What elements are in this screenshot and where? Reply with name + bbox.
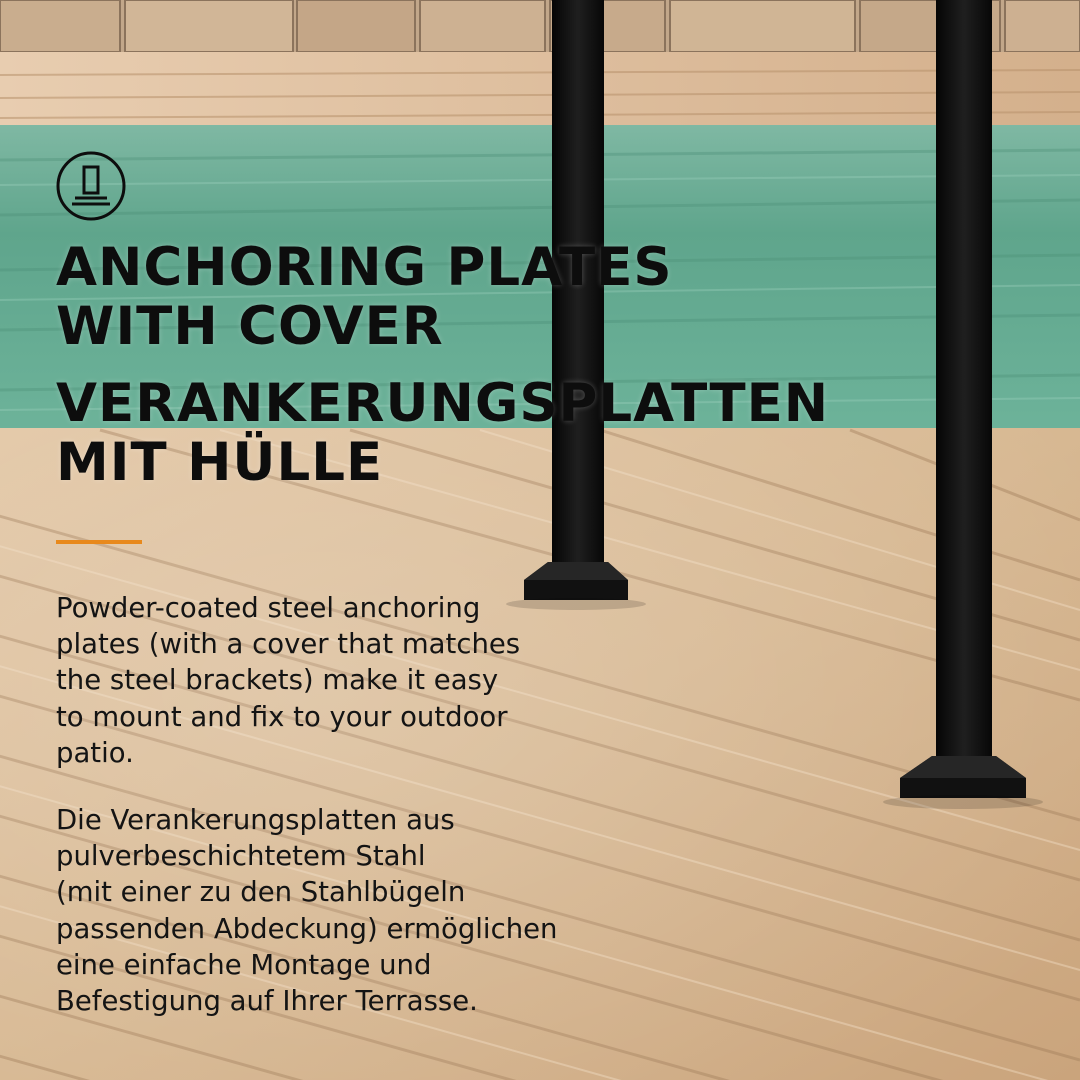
paragraph-german-line: eine einfache Montage und <box>56 948 432 981</box>
paragraph-german <box>56 802 557 1019</box>
paragraph-english <box>56 590 520 771</box>
accent-divider <box>56 540 142 544</box>
heading-german <box>56 374 829 492</box>
paragraph-english-line: Powder-coated steel anchoring <box>56 592 481 624</box>
paragraph-english-line: the steel brackets) make it easy <box>56 664 499 697</box>
paragraph-german-line: pulverbeschichtetem Stahl <box>56 840 426 873</box>
paragraph-german-line: (mit einer zu den Stahlbügeln <box>56 876 466 909</box>
heading-english-line-2: WITH COVER <box>56 296 444 357</box>
anchor-plate-icon <box>55 150 127 222</box>
paragraph-english-line: plates (with a cover that matches <box>56 628 521 661</box>
heading-german-line-1: VERANKERUNGSPLATTEN <box>56 373 830 434</box>
heading-english <box>56 238 673 356</box>
heading-german-line-2: MIT HÜLLE <box>56 432 384 493</box>
heading-english-line-1: ANCHORING PLATES <box>56 237 673 298</box>
paragraph-german-line: Die Verankerungsplatten aus <box>56 804 455 836</box>
paragraph-english-line: to mount and fix to your outdoor <box>56 700 508 733</box>
paragraph-english-line: patio. <box>56 736 134 769</box>
paragraph-german-line: Befestigung auf Ihrer Terrasse. <box>56 985 478 1018</box>
paragraph-german-line: passenden Abdeckung) ermöglichen <box>56 912 558 945</box>
